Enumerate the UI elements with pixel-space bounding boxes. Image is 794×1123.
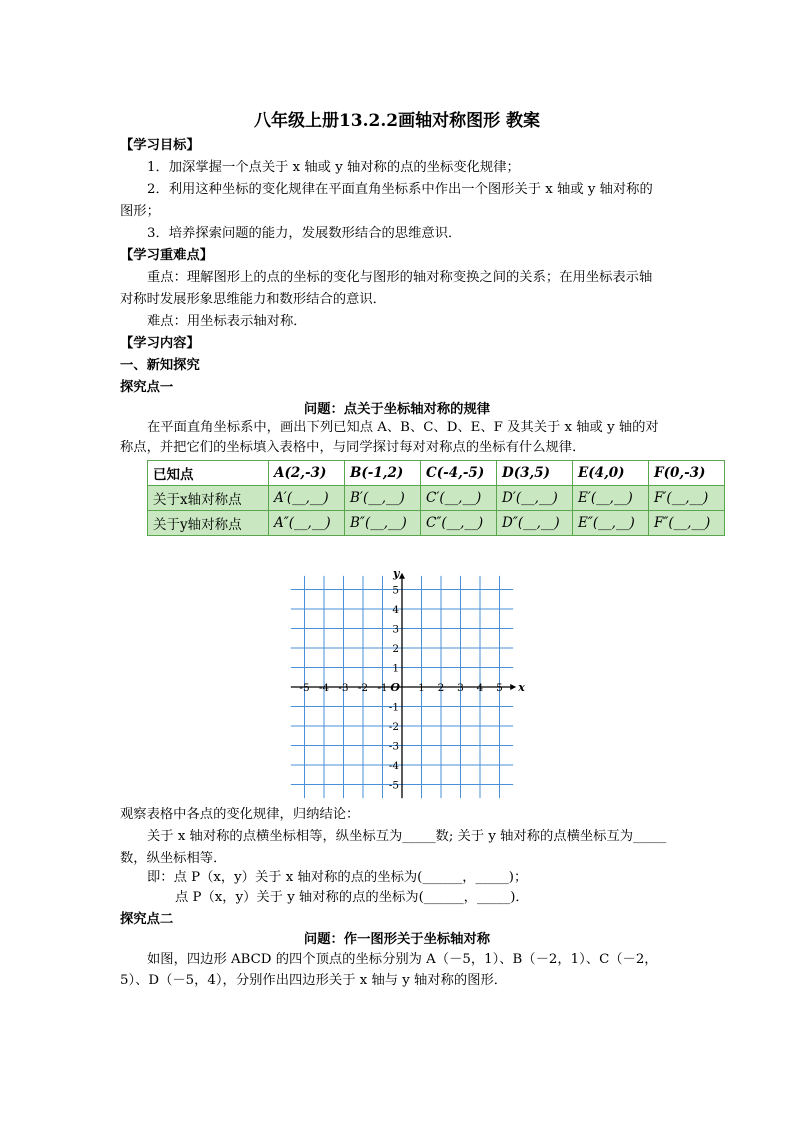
conclusion-line-3: 数，纵坐标相等． (120, 851, 227, 866)
key-heading: 【学习重难点】 (120, 248, 214, 263)
x-tick-label: -2 (357, 682, 369, 694)
table-cell: E″(__,__) (573, 511, 649, 536)
x-axis-arrow (510, 684, 516, 690)
key-point-2: 对称时发展形象思维能力和数形结合的意识． (120, 292, 386, 307)
question-1: 问题：点关于坐标轴对称的规律 (303, 402, 491, 417)
y-tick-label: -5 (388, 779, 399, 792)
part2-line-2: 5）、D（－5，4），分别作出四边形关于 x 轴与 y 轴对称的图形． (120, 973, 508, 988)
y-tick-label: 1 (392, 662, 399, 675)
table-row-known (148, 461, 725, 486)
x-tick-label: -4 (318, 682, 330, 694)
y-tick-label: 4 (392, 604, 399, 616)
y-tick-label: 5 (392, 584, 399, 597)
table-cell: C′(__,__) (421, 486, 497, 511)
table-cell: C″(__,__) (421, 511, 497, 536)
conclusion-line-1: 观察表格中各点的变化规律，归纳结论： (120, 807, 360, 822)
y-tick-label: 3 (392, 623, 399, 636)
table-cell: F″(__,__) (649, 511, 725, 536)
table-cell: F(0,-3) (649, 461, 725, 486)
intro-line-2: 称点，并把它们的坐标填入表格中，与同学探讨每对对称点的坐标有什么规律． (120, 440, 586, 455)
table-cell: D″(__,__) (497, 511, 573, 536)
points-table (147, 460, 725, 536)
row-header-y-symmetric: 关于y轴对称点 (148, 511, 269, 536)
table-cell: A′(__,__) (269, 486, 345, 511)
table-cell: A(2,-3) (269, 461, 345, 486)
x-tick-label: -5 (299, 682, 310, 694)
goal-item-2: 2．利用这种坐标的变化规律在平面直角坐标系中作出一个图形关于 x 轴或 y 轴对称的 (147, 182, 653, 197)
row-header-known: 已知点 (148, 461, 269, 486)
table-cell: A″(__,__) (269, 511, 345, 536)
row-header-x-symmetric: 关于x轴对称点 (148, 486, 269, 511)
conclusion-line-5: 点 P（x，y）关于 y 轴对称的点的坐标为(______，_____)． (175, 890, 529, 905)
origin-label: O (390, 681, 400, 694)
x-tick-label: 4 (476, 682, 484, 694)
table-cell: C(-4,-5) (421, 461, 497, 486)
x-tick-label: -3 (338, 682, 349, 694)
x-axis-label: x (518, 681, 525, 694)
table-cell: E′(__,__) (573, 486, 649, 511)
explore-point-2: 探究点二 (120, 912, 174, 927)
y-tick-label: 2 (392, 643, 399, 655)
table-cell: B′(__,__) (345, 486, 421, 511)
intro-line-1: 在平面直角坐标系中，画出下列已知点 A、B、C、D、E、F 及其关于 x 轴或 y 轴的对 (147, 420, 659, 435)
coordinate-grid (299, 560, 525, 800)
conclusion-line-2: 关于 x 轴对称的点横坐标相等，纵坐标互为_____数; 关于 y 轴对称的点横坐标互为_____ (147, 829, 667, 844)
section-1-heading: 一、新知探究 (120, 358, 200, 373)
x-tick-label: 2 (437, 682, 445, 694)
y-tick-label: -1 (388, 701, 399, 714)
goal-item-1: 1．加深掌握一个点关于 x 轴或 y 轴对称的点的坐标变化规律； (147, 160, 520, 175)
y-axis-label: y (393, 566, 400, 580)
key-point-1: 重点：理解图形上的点的坐标的变化与图形的轴对称变换之间的关系；在用坐标表示轴 (147, 270, 653, 285)
goal-item-3: 3．培养探索问题的能力，发展数形结合的思维意识． (147, 226, 462, 241)
table-cell: F′(__,__) (649, 486, 725, 511)
table-row-x-symmetric (148, 486, 725, 511)
y-tick-label: -3 (388, 740, 399, 753)
explore-point-1: 探究点一 (120, 380, 174, 395)
page-title: 八年级上册13.2.2画轴对称图形 教案 (253, 111, 541, 131)
question-2: 问题：作一图形关于坐标轴对称 (303, 932, 491, 947)
content-heading: 【学习内容】 (120, 336, 200, 351)
y-tick-label: -4 (388, 760, 399, 772)
x-tick-label: -1 (377, 682, 388, 694)
goals-heading: 【学习目标】 (120, 138, 200, 153)
x-tick-label: 1 (418, 682, 425, 694)
goal-item-2-cont: 图形； (120, 204, 160, 219)
y-tick-label: -2 (388, 721, 399, 733)
part2-line-1: 如图，四边形 ABCD 的四个顶点的坐标分别为 A（－5，1）、B（－2，1）、C（－2， (147, 952, 658, 967)
conclusion-line-4: 即：点 P（x，y）关于 x 轴对称的点的坐标为(______，_____)； (147, 870, 528, 885)
table-row-y-symmetric (148, 511, 725, 536)
table-cell: B(-1,2) (345, 461, 421, 486)
table-cell: B″(__,__) (345, 511, 421, 536)
y-axis-arrow (399, 573, 405, 579)
x-tick-label: 5 (496, 682, 503, 694)
difficult-point: 难点：用坐标表示轴对称． (147, 314, 307, 329)
table-cell: D′(__,__) (497, 486, 573, 511)
x-tick-label: 3 (457, 682, 464, 694)
table-cell: D(3,5) (497, 461, 573, 486)
table-cell: E(4,0) (573, 461, 649, 486)
